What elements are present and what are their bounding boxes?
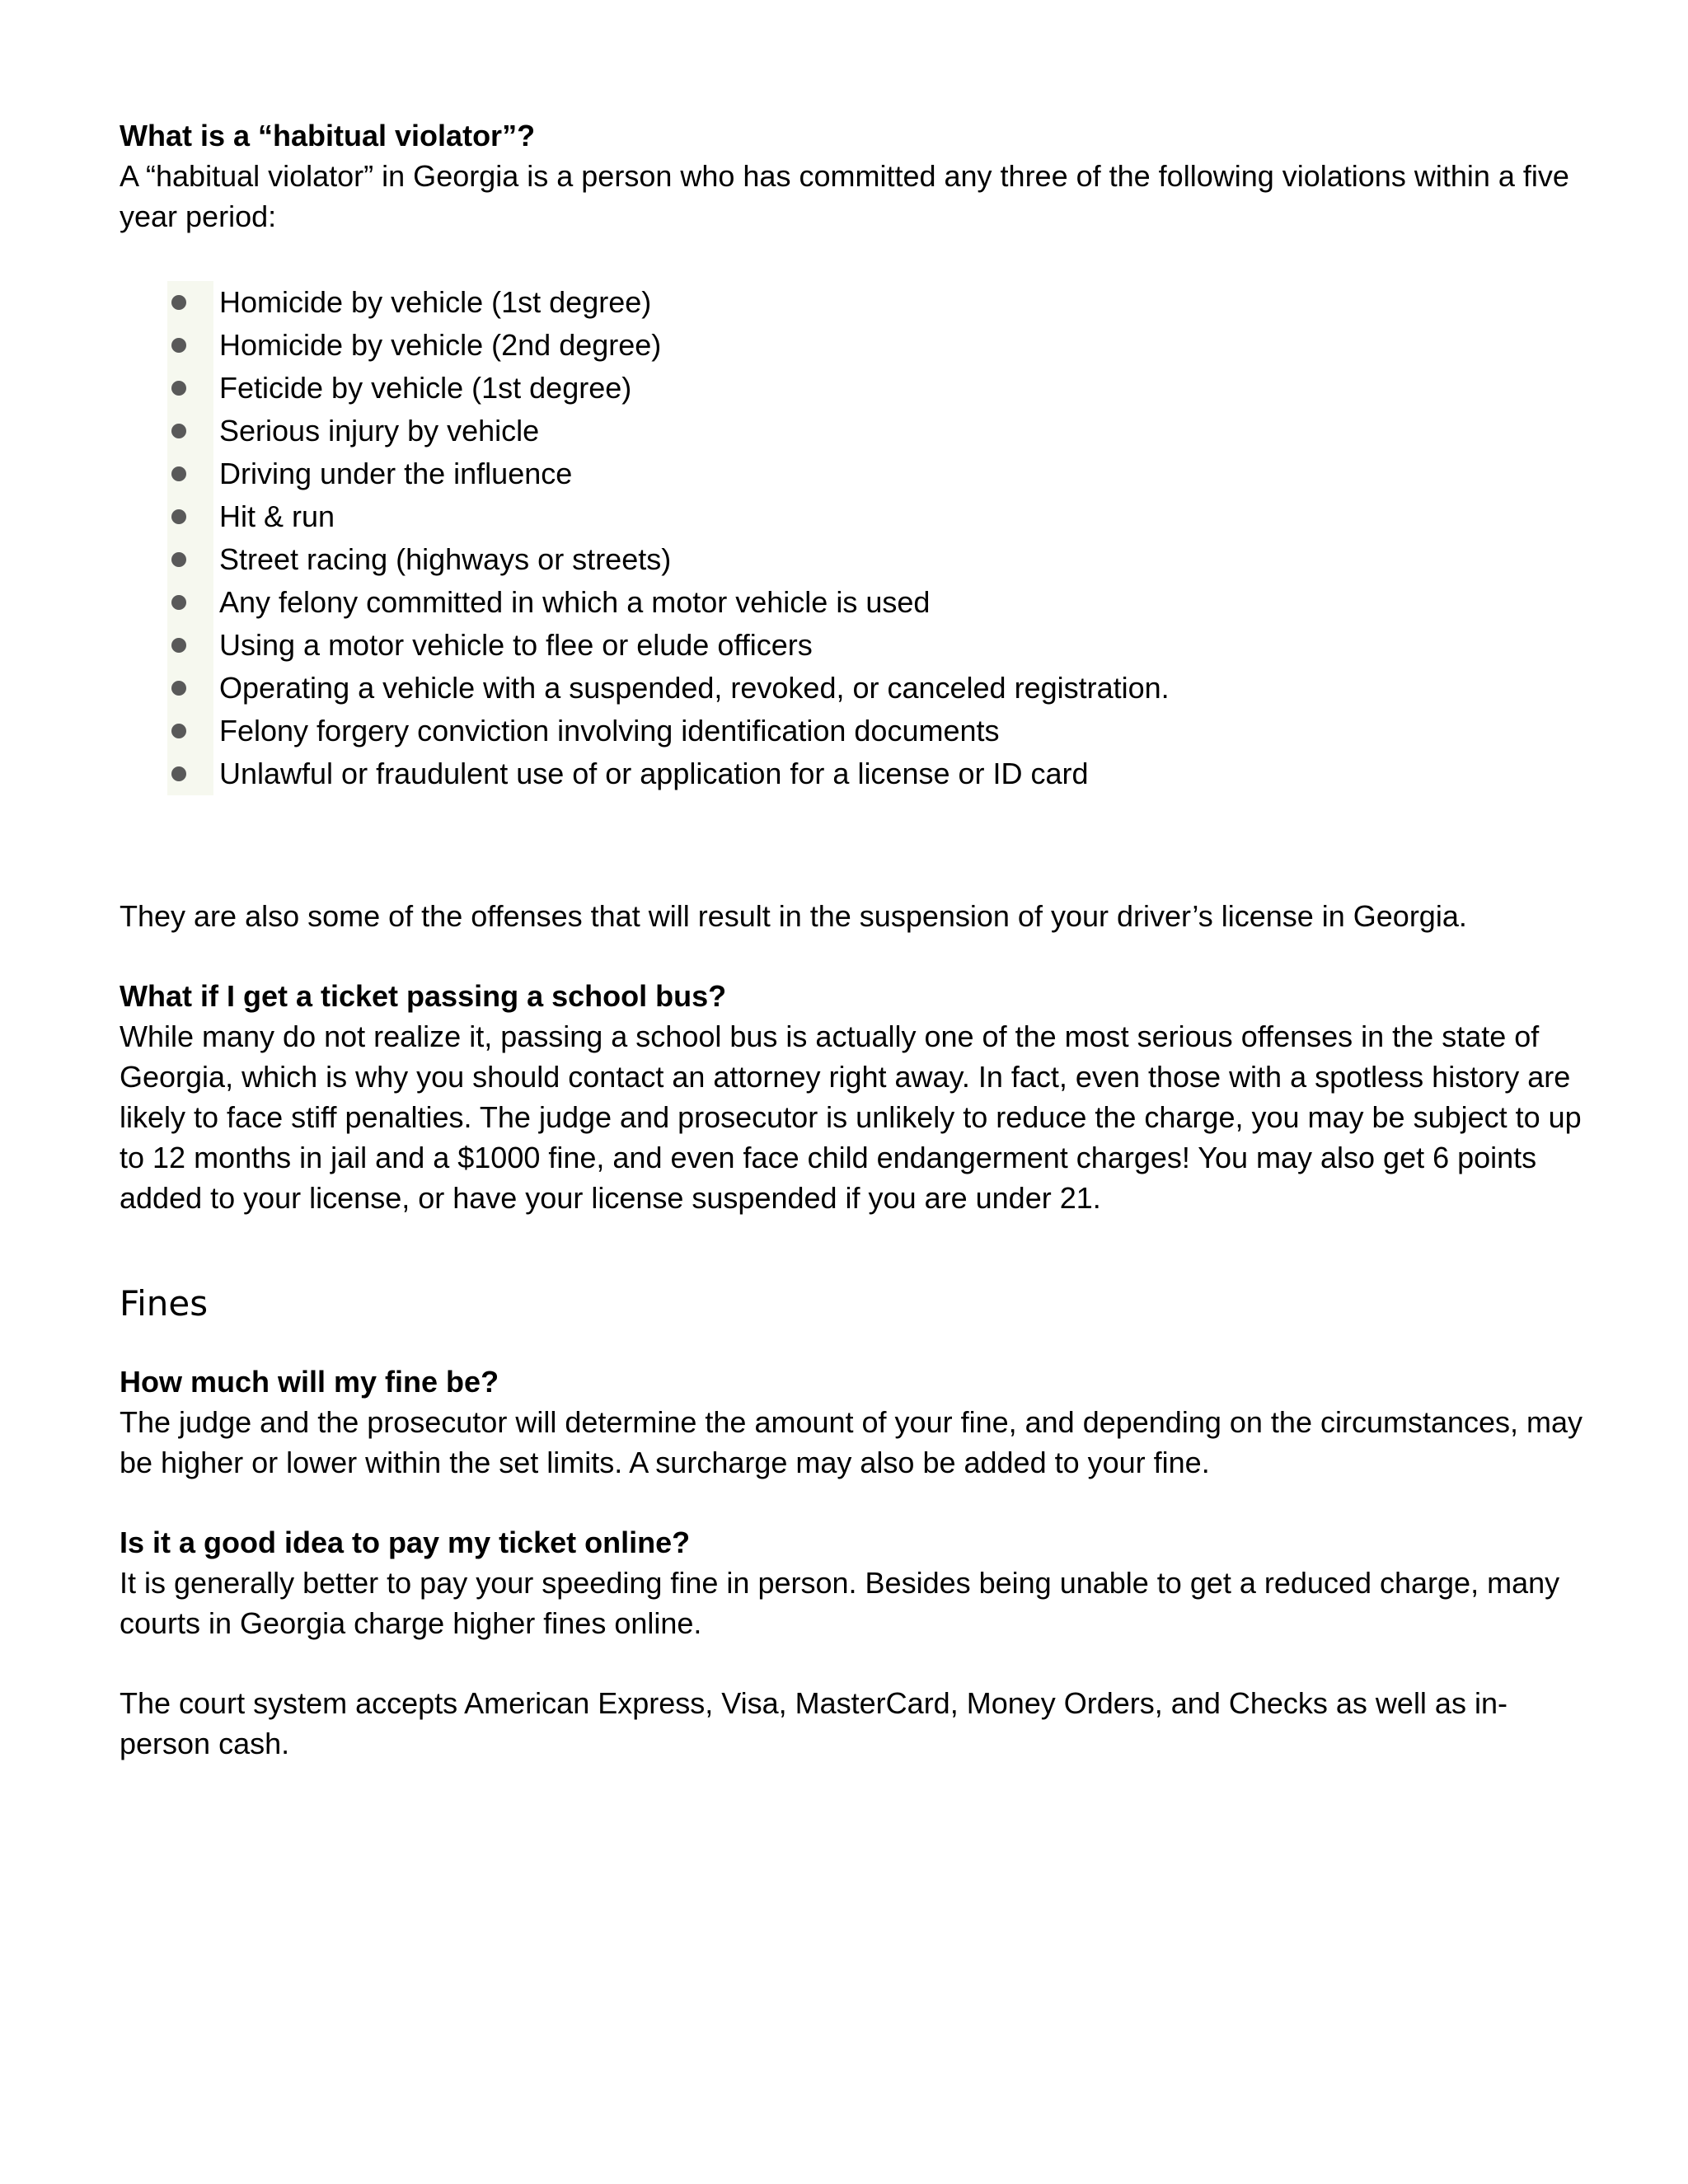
list-item: Operating a vehicle with a suspended, revoked, or canceled registration. [120, 667, 1587, 710]
school-bus-question: What if I get a ticket passing a school bus? [120, 979, 727, 1013]
bullet-icon [171, 424, 186, 438]
bullet-icon [171, 595, 186, 610]
fine-amount-question: How much will my fine be? [120, 1365, 499, 1399]
bullet-icon [171, 466, 186, 481]
list-item: Homicide by vehicle (1st degree) [120, 281, 1587, 324]
bullet-icon [171, 338, 186, 353]
list-item: Felony forgery conviction involving identification documents [120, 710, 1587, 752]
bullet-icon [171, 766, 186, 781]
pay-online-question: Is it a good idea to pay my ticket online? [120, 1526, 691, 1559]
list-item: Homicide by vehicle (2nd degree) [120, 324, 1587, 367]
bullet-icon [171, 295, 186, 310]
pay-online-answer: It is generally better to pay your speeding fine in person. Besides being unable to get a reduced charge, many courts in Georgia charge higher fines online. [120, 1566, 1560, 1640]
bullet-icon [171, 724, 186, 738]
bullet-icon [171, 381, 186, 396]
list-item: Any felony committed in which a motor vehicle is used [120, 581, 1587, 624]
fines-heading: Fines [120, 1283, 209, 1324]
list-item: Using a motor vehicle to flee or elude officers [120, 624, 1587, 667]
fine-amount-answer: The judge and the prosecutor will determine the amount of your fine, and depending on the circumstances, may be higher or lower within the set limits. A surcharge may also be added to your fine. [120, 1405, 1583, 1479]
list-item: Unlawful or fraudulent use of or application for a license or ID card [120, 752, 1587, 795]
list-item: Street racing (highways or streets) [120, 538, 1587, 581]
suspension-note: They are also some of the offenses that will result in the suspension of your driver’s license in Georgia. [120, 899, 1467, 933]
list-item: Hit & run [120, 495, 1587, 538]
habitual-violator-question: What is a “habitual violator”? [120, 119, 536, 152]
bullet-icon [171, 552, 186, 567]
bullet-icon [171, 681, 186, 696]
bullet-icon [171, 509, 186, 524]
school-bus-answer: While many do not realize it, passing a school bus is actually one of the most serious offenses in the state of Georgia, which is why you should contact an attorney right away. In fact, even those with a spotless history are likely to face stiff penalties. The judge and prosecutor is unlikely to reduce the charge, you may be subject to up to 12 months in jail and a $1000 fine, and even face child endangerment charges! You may also get 6 points added to your license, or have your license suspended if you are under 21. [120, 1019, 1582, 1215]
list-item: Feticide by vehicle (1st degree) [120, 367, 1587, 410]
payment-methods: The court system accepts American Express, Visa, MasterCard, Money Orders, and Checks as well as in-person cash. [120, 1686, 1507, 1760]
habitual-violator-intro: A “habitual violator” in Georgia is a person who has committed any three of the following violations within a five year period: [120, 159, 1569, 233]
violations-list [120, 281, 1587, 795]
bullet-icon [171, 638, 186, 653]
list-item: Serious injury by vehicle [120, 410, 1587, 452]
list-item: Driving under the influence [120, 452, 1587, 495]
document-page [120, 115, 1587, 1764]
